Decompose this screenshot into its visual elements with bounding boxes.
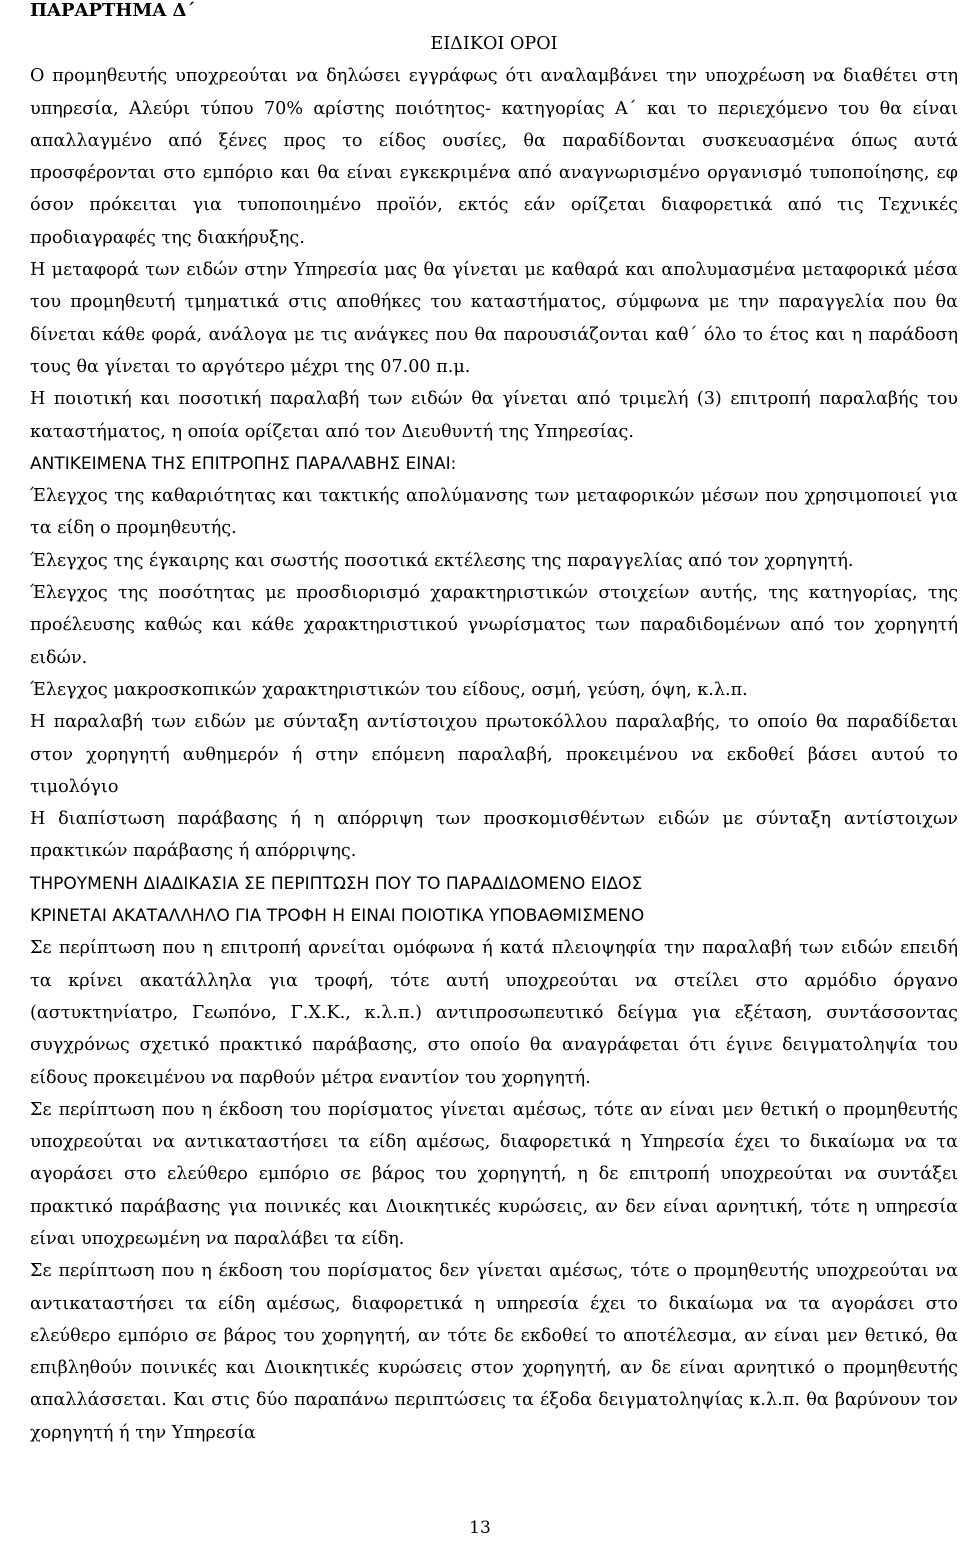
committee-item: Έλεγχος της ποσότητας με προσδιορισμό χαρακτηριστικών στοιχείων αυτής, της κατηγορίας, της προέλευσης καθώς και κάθε χαρακτηριστικού γνωρίσματος των παραδιδομένων από τον χορηγητή ειδών. (30, 583, 958, 668)
document-body (30, 0, 958, 1449)
procedure-paragraph: Σε περίπτωση που η επιτροπή αρνείται ομόφωνα ή κατά πλειοψηφία την παραλαβή των ειδών επειδή τα κρίνει ακατάλληλα για τροφή, τότε αυτή υποχρεούται να στείλει στο αρμόδιο όργανο (αστυκτηνίατρο, Γεωπόνο, Γ.Χ.Κ., κ.λ.π.) αντιπροσωπευτικό δείγμα για εξέταση, συντάσσοντας συγχρόνως σχετικό πρακτικό παράβασης, στο οποίο θα αναγράφεται ότι έγινε δειγματοληψία του είδους προκειμένου να παρθούν μέτρα εναντίον του χορηγητή. (30, 938, 958, 1088)
page-number: 13 (469, 1518, 491, 1538)
procedure-paragraph: Σε περίπτωση που η έκδοση του πορίσματος δεν γίνεται αμέσως, τότε ο προμηθευτής υποχρεούται να αντικαταστήσει τα είδη αμέσως, διαφορετικά η υπηρεσία έχει το δικαίωμα να τα αγοράσει στο ελεύθερο εμπόριο σε βάρος του χορηγητή, αν τότε δε εκδοθεί το αποτέλεσμα, αν είναι μεν θετικό, θα επιβληθούν ποινικές και Διοικητικές κυρώσεις στον χορηγητή, αν δε είναι αρνητικό ο προμηθευτής απαλλάσσεται. Και στις δύο παραπάνω περιπτώσεις τα έξοδα δειγματοληψίας κ.λ.π. θα βαρύνουν τον χορηγητή ή την Υπηρεσία (30, 1261, 958, 1443)
committee-item: Η διαπίστωση παράβασης ή η απόρριψη των προσκομισθέντων ειδών με σύνταξη αντίστοιχων πρακτικών παράβασης ή απόρριψης. (30, 809, 958, 862)
procedure-heading-line-2: ΚΡΙΝΕΤΑΙ ΑΚΑΤΑΛΛΗΛΟ ΓΙΑ ΤΡΟΦΗ Η ΕΙΝΑΙ ΠΟΙΟΤΙΚΑ ΥΠΟΒΑΘΜΙΣΜΕΝΟ (30, 906, 645, 927)
committee-item: Η παραλαβή των ειδών με σύνταξη αντίστοιχου πρωτοκόλλου παραλαβής, το οποίο θα παραδίδεται στον χορηγητή αυθημερόν ή στην επόμενη παραλαβή, προκειμένου να εκδοθεί βάσει αυτού το τιμολόγιο (30, 712, 958, 797)
committee-heading: ΑΝΤΙΚΕΙΜΕΝΑ ΤΗΣ ΕΠΙΤΡΟΠΗΣ ΠΑΡΑΛΑΒΗΣ ΕΙΝΑΙ: (30, 453, 457, 474)
committee-item: Έλεγχος μακροσκοπικών χαρακτηριστικών του είδους, οσμή, γεύση, όψη, κ.λ.π. (30, 679, 748, 700)
paragraph-committee: Η ποιοτική και ποσοτική παραλαβή των ειδών θα γίνεται από τριμελή (3) επιτροπή παραλαβής του καταστήματος, η οποία ορίζεται από τον Διευθυντή της Υπηρεσίας. (30, 389, 958, 442)
appendix-heading: ΠΑΡΑΡΤΗΜΑ Δ΄ (30, 0, 196, 21)
paragraph-supplier-obligation: Ο προμηθευτής υποχρεούται να δηλώσει εγγράφως ότι αναλαμβάνει την υποχρέωση να διαθέτει στη υπηρεσία, Αλεύρι τύπου 70% αρίστης ποιότητος- κατηγορίας Α΄ και το περιεχόμενο του θα είναι απαλλαγμένο από ξένες προς το είδος ουσίες, θα παραδίδονται συσκευασμένα όπως αυτά προσφέρονται στο εμπόριο και θα είναι εγκεκριμένα από αναγνωρισμένο οργανισμό τυποποίησης, εφ όσον πρόκειται για τυποποιημένο προϊόν, εκτός εάν ορίζεται διαφορετικά από τις Τεχνικές προδιαγραφές της διακήρυξης. (30, 66, 958, 248)
paragraph-transport: Η μεταφορά των ειδών στην Υπηρεσία μας θα γίνεται με καθαρά και απολυμασμένα μεταφορικά μέσα του προμηθευτή τμηματικά στις αποθήκες του καταστήματος, σύμφωνα με την παραγγελία που θα δίνεται κάθε φορά, ανάλογα με τις ανάγκες που θα παρουσιάζονται καθ΄ όλο το έτος και η παράδοση τους θα γίνεται το αργότερο μέχρι της 07.00 π.μ. (30, 260, 958, 377)
committee-item: Έλεγχος της έγκαιρης και σωστής ποσοτικά εκτέλεσης της παραγγελίας από τον χορηγητή. (30, 550, 854, 571)
procedure-heading-line-1: ΤΗΡΟΥΜΕΝΗ ΔΙΑΔΙΚΑΣΙΑ ΣΕ ΠΕΡΙΠΤΩΣΗ ΠΟΥ ΤΟ ΠΑΡΑΔΙΔΟΜΕΝΟ ΕΙΔΟΣ (30, 873, 643, 894)
committee-item: Έλεγχος της καθαριότητας και τακτικής απολύμανσης των μεταφορικών μέσων που χρησιμοποιεί για τα είδη ο προμηθευτής. (30, 486, 958, 539)
procedure-paragraph: Σε περίπτωση που η έκδοση του πορίσματος γίνεται αμέσως, τότε αν είναι μεν θετική ο προμηθευτής υποχρεούται να αντικαταστήσει τα είδη αμέσως, διαφορετικά η Υπηρεσία έχει το δικαίωμα να τα αγοράσει στο ελεύθερο εμπόριο σε βάρος του χορηγητή, η δε επιτροπή υποχρεούται να συντάξει πρακτικό παράβασης για ποινικές και Διοικητικές κυρώσεις, αν δεν είναι αρνητική, τότε η υπηρεσία είναι υποχρεωμένη να παραλάβει τα είδη. (30, 1099, 958, 1249)
section-title: ΕΙΔΙΚΟΙ ΟΡΟΙ (430, 34, 558, 54)
